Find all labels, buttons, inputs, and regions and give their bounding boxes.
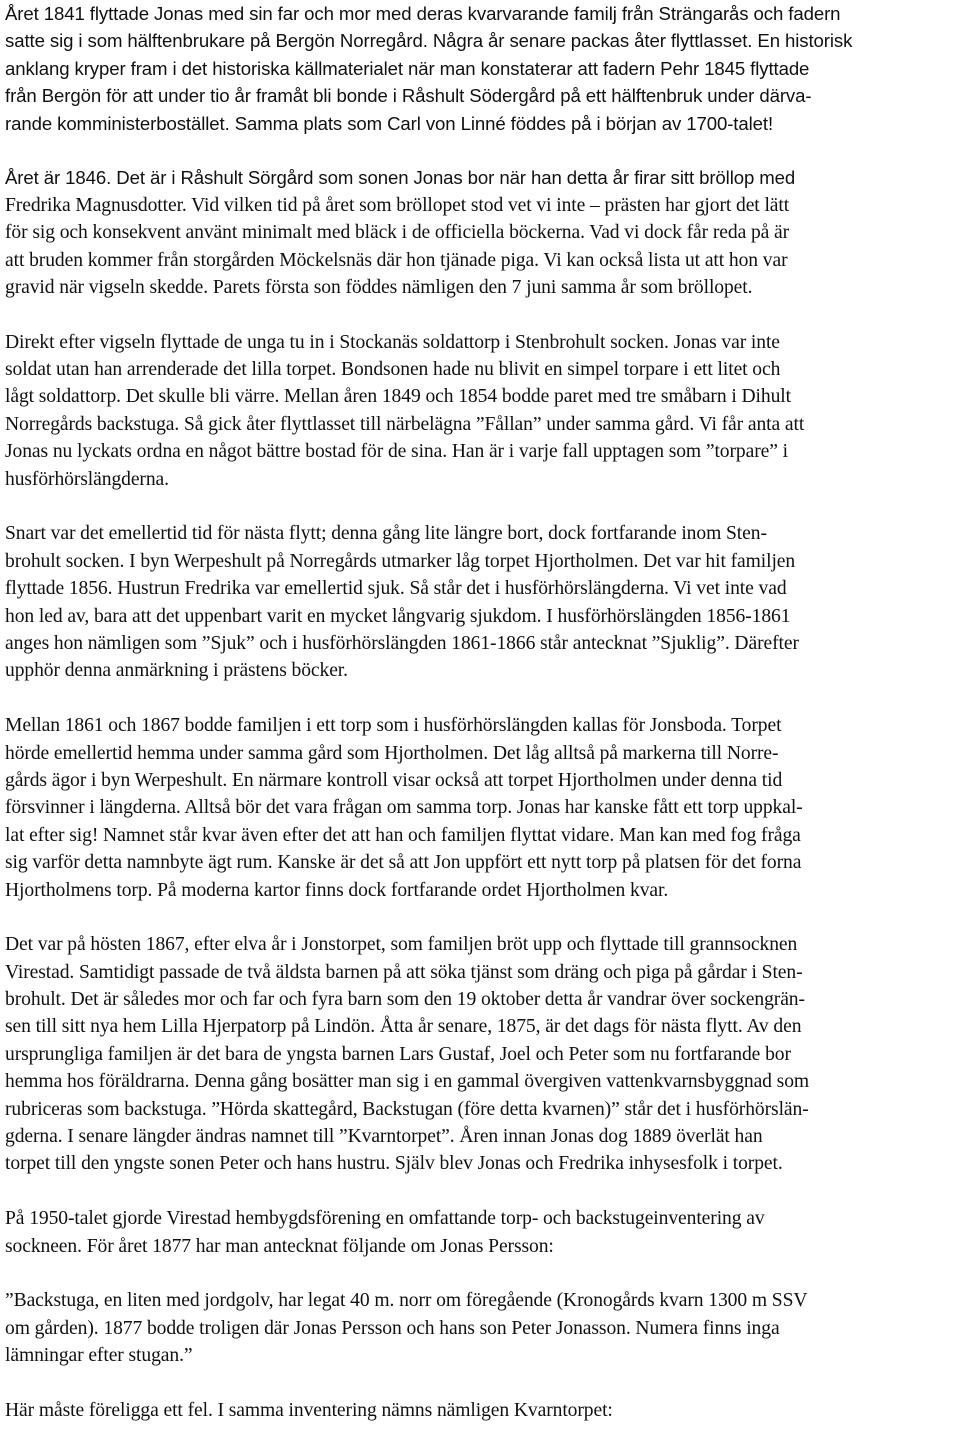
paragraph-4 bbox=[5, 520, 955, 684]
paragraph-7 bbox=[5, 1205, 955, 1260]
text-line: husförhörslängderna. bbox=[5, 468, 169, 490]
text-line: anges hon nämligen som ”Sjuk” och i husförhörslängden 1861-1866 står antecknat ”Sjuklig”. Därefter bbox=[5, 632, 799, 654]
text-line: upphör denna anmärkning i prästens böcker. bbox=[5, 660, 348, 682]
text-line: Direkt efter vigseln flyttade de unga tu in i Stockanäs soldattorp i Stenbrohult socken. Jonas var inte bbox=[5, 331, 780, 353]
text-line: Fredrika Magnusdotter. Vid vilken tid på året som bröllopet stod vet vi inte – prästen har gjort det lätt bbox=[5, 194, 790, 216]
text-line: Här måste föreligga ett fel. I samma inventering nämns nämligen Kvarntorpet: bbox=[5, 1399, 613, 1421]
text-line: brohult socken. I byn Werpeshult på Norregårds utmarker låg torpet Hjortholmen. Det var hit familjen bbox=[5, 550, 796, 572]
text-line: ”Backstuga, en liten med jordgolv, har legat 40 m. norr om föregående (Kronogårds kvarn 1300 m SSV bbox=[5, 1290, 808, 1312]
text-line: brohult. Det är således mor och far och fyra barn som den 19 oktober detta år vandrar över sockengrän- bbox=[5, 989, 805, 1011]
text-line: torpet till den yngste sonen Peter och hans hustru. Själv blev Jonas och Fredrika inhysesfolk i torpet. bbox=[5, 1153, 783, 1175]
paragraph-2 bbox=[5, 164, 955, 301]
text-line: ursprungliga familjen är det bara de yngsta barnen Lars Gustaf, Joel och Peter som nu fortfarande bor bbox=[5, 1043, 791, 1065]
text-line: gårds ägor i byn Werpeshult. En närmare kontroll visar också att torpet Hjortholmen under denna tid bbox=[5, 769, 783, 791]
paragraph-5 bbox=[5, 712, 955, 904]
text-line: lat efter sig! Namnet står kvar även efter det att han och familjen flyttat vidare. Man kan med fog fråga bbox=[5, 824, 801, 846]
text-line: försvinner i längderna. Alltså bör det vara frågan om samma torp. Jonas har kanske fått ett torp uppkal- bbox=[5, 797, 803, 819]
text-line: hemma hos föräldrarna. Denna gång bosätter man sig i en gammal övergiven vattenkvarnsbyggnad som bbox=[5, 1071, 810, 1093]
text-line: att bruden kommer från storgården Möckelsnäs där hon tjänade piga. Vi kan också lista ut att hon var bbox=[5, 249, 788, 271]
text-line: gravid när vigseln skedde. Parets första son föddes nämligen den 7 juni samma år som bröllopet. bbox=[5, 276, 753, 298]
text-line: Snart var det emellertid tid för nästa flytt; denna gång lite längre bort, dock fortfarande inom Sten- bbox=[5, 523, 767, 545]
text-line: för sig och konsekvent använt minimalt med bläck i de officiella böckerna. Vad vi dock får reda på är bbox=[5, 222, 790, 244]
text-line: Hjortholmens torp. På moderna kartor finns dock fortfarande ordet Hjortholmen kvar. bbox=[5, 879, 669, 901]
text-line: anklang kryper fram i det historiska källmaterialet när man konstaterar att fadern Pehr 1845 flyttade bbox=[5, 57, 810, 79]
text-line: gderna. I senare längder ändras namnet till ”Kvarntorpet”. Åren innan Jonas dog 1889 överlät han bbox=[5, 1126, 763, 1148]
text-line: rubriceras som backstuga. ”Hörda skattegård, Backstugan (före detta kvarnen)” står det i husförhörslän- bbox=[5, 1098, 809, 1120]
text-line: rande komministerbostället. Samma plats som Carl von Linné föddes på i början av 1700-talet! bbox=[5, 112, 774, 134]
paragraph-3 bbox=[5, 329, 955, 493]
text-line: Jonas nu lyckats ordna en något bättre bostad för de sina. Han är i varje fall upptagen som ”torpare” i bbox=[5, 441, 788, 463]
text-line: flyttade 1856. Hustrun Fredrika var emellertid sjuk. Så står det i husförhörslängderna. Vi vet inte vad bbox=[5, 578, 787, 600]
text-line: satte sig i som hälftenbrukare på Bergön Norregård. Några år senare packas åter flyttlasset. En historisk bbox=[5, 30, 853, 52]
text-line: hörde emellertid hemma under samma gård som Hjortholmen. Det låg alltså på markerna till Norre- bbox=[5, 742, 779, 764]
text-line: Året 1841 flyttade Jonas med sin far och mor med deras kvarvarande familj från Strängarås och fadern bbox=[5, 3, 841, 24]
quote-paragraph bbox=[5, 1287, 955, 1369]
text-line: sig varför detta namnbyte ägt rum. Kanske är det så att Jon uppfört ett nytt torp på platsen för det forna bbox=[5, 852, 802, 874]
paragraph-6 bbox=[5, 931, 955, 1178]
text-line: Året är 1846. Det är i Råshult Sörgård som sonen Jonas bor när han detta år firar sitt bröllop med bbox=[5, 167, 796, 189]
text-line: lämningar efter stugan.” bbox=[5, 1345, 193, 1367]
text-line: lågt soldattorp. Det skulle bli värre. Mellan åren 1849 och 1854 bodde paret med tre småbarn i Dihult bbox=[5, 386, 791, 408]
text-line: Virestad. Samtidigt passade de två äldsta barnen på att söka tjänst som dräng och piga på gårdar i Sten- bbox=[5, 961, 803, 983]
document-body bbox=[5, 0, 955, 1424]
text-line: Norregårds backstuga. Så gick åter flyttlasset till närbelägna ”Fållan” under samma gård. Vi får anta att bbox=[5, 413, 805, 435]
text-line: sen till sitt nya hem Lilla Hjerpatorp på Lindön. Åtta år senare, 1875, är det dags för nästa flytt. Av den bbox=[5, 1016, 802, 1038]
text-line: från Bergön för att under tio år framåt bli bonde i Råshult Södergård på ett hälftenbruk under därva- bbox=[5, 85, 812, 107]
paragraph-9 bbox=[5, 1397, 955, 1424]
text-line: hon led av, bara att det uppenbart varit en mycket långvarig sjukdom. I husförhörslängden 1856-1861 bbox=[5, 605, 791, 627]
text-line: soldat utan han arrenderade det lilla torpet. Bondsonen hade nu blivit en simpel torpare i ett litet och bbox=[5, 359, 781, 381]
text-line: På 1950-talet gjorde Virestad hembygdsförening en omfattande torp- och backstugeinventering av bbox=[5, 1208, 765, 1230]
text-line: sockneen. För året 1877 har man antecknat följande om Jonas Persson: bbox=[5, 1235, 554, 1257]
paragraph-1 bbox=[5, 0, 955, 137]
text-line: om gården). 1877 bodde troligen där Jonas Persson och hans son Peter Jonasson. Numera finns inga bbox=[5, 1317, 780, 1339]
text-line: Det var på hösten 1867, efter elva år i Jonstorpet, som familjen bröt upp och flyttade till grannsocknen bbox=[5, 934, 798, 956]
text-line: Mellan 1861 och 1867 bodde familjen i ett torp som i husförhörslängden kallas för Jonsboda. Torpet bbox=[5, 715, 782, 737]
